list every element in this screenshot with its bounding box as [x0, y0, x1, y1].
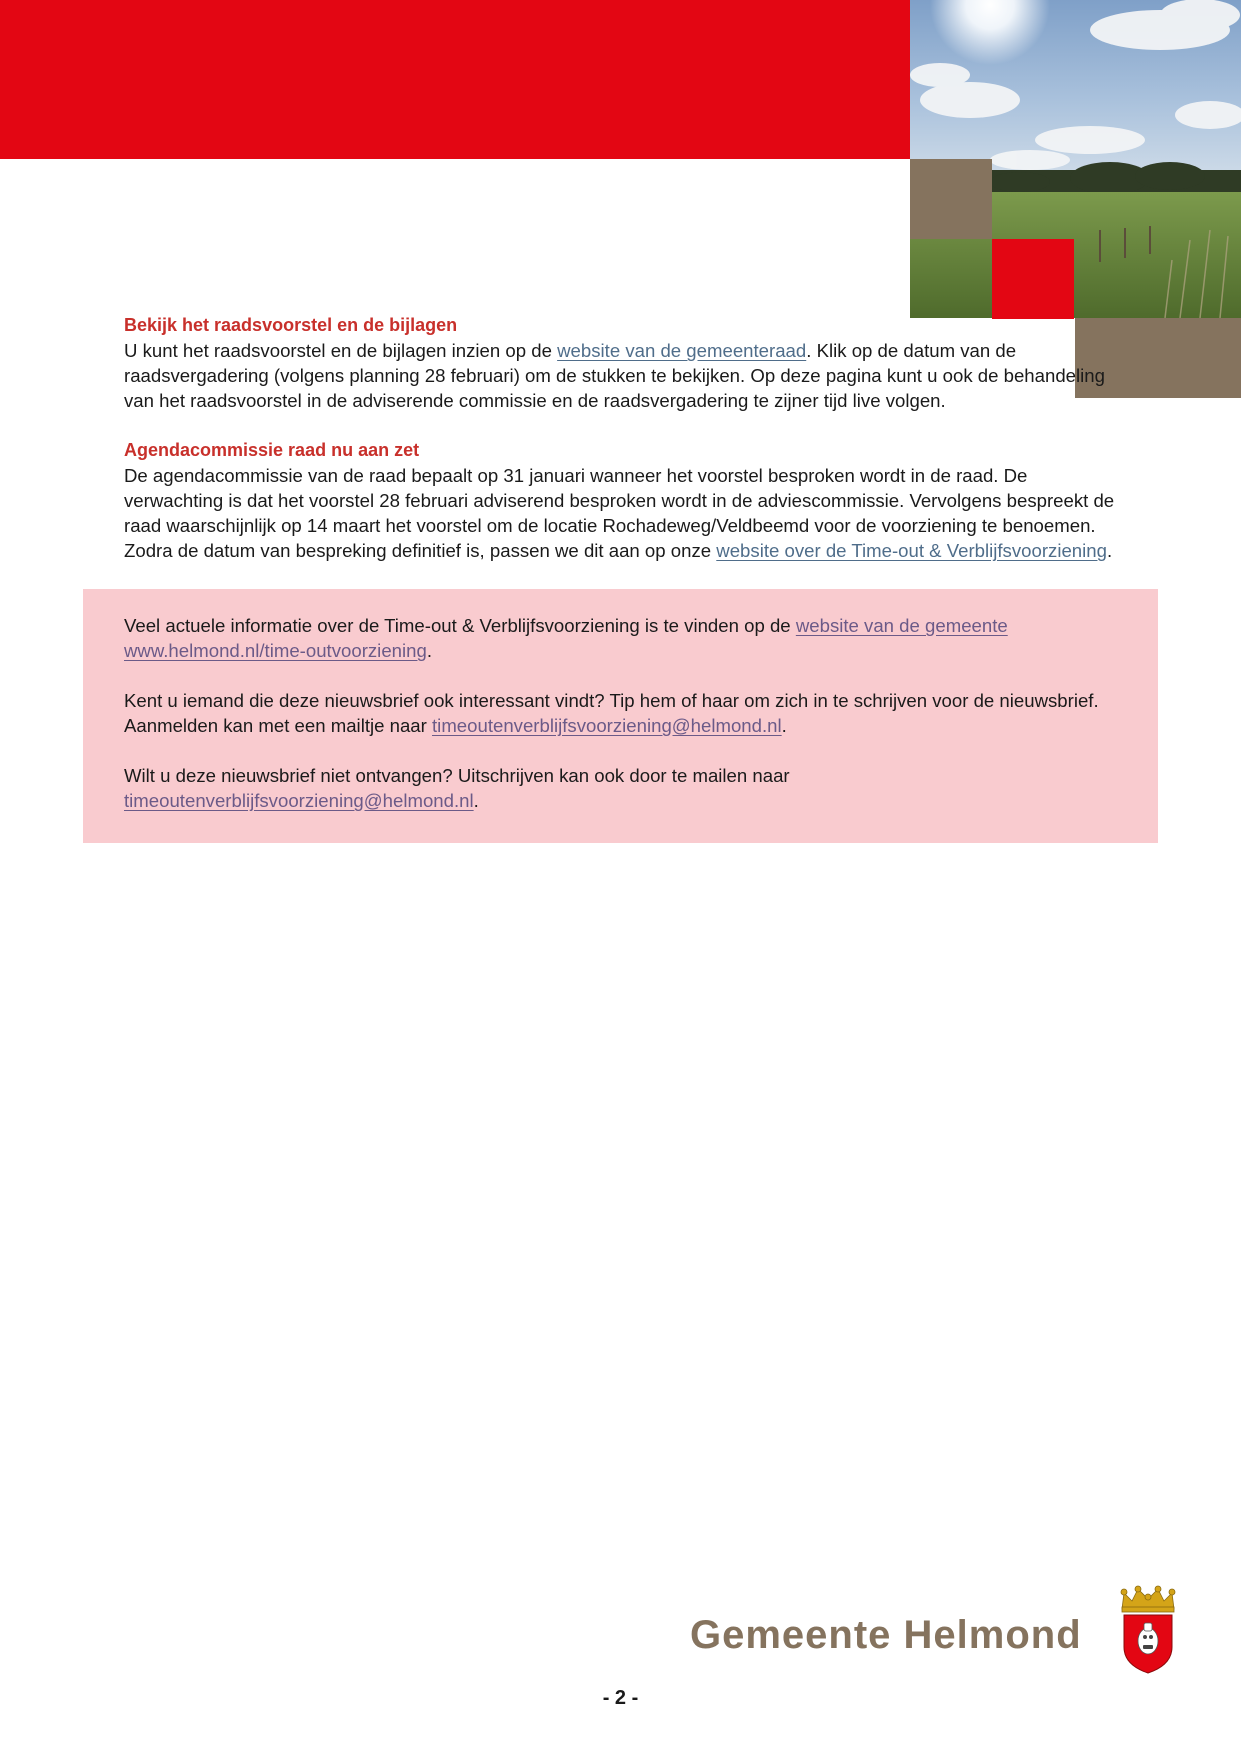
timeout-website-link[interactable]: website over de Time-out & Verblijfsvoorziening [716, 540, 1107, 561]
decorative-brown-square-1 [910, 159, 992, 239]
header-red-band [0, 0, 910, 159]
section-raadsvoorstel [124, 313, 1124, 413]
gemeenteraad-website-link[interactable]: website van de gemeenteraad [557, 340, 807, 361]
page-number: - 2 - [602, 1687, 639, 1709]
info-text: . [781, 715, 787, 736]
info-text: . [426, 640, 432, 661]
info-box [83, 589, 1158, 843]
gemeente-website-link[interactable]: website van de gemeente www.helmond.nl/time-outvoorziening [124, 615, 1008, 661]
info-box-content [124, 613, 1124, 813]
section-paragraph [124, 463, 1124, 563]
paragraph-text: . [1106, 540, 1113, 561]
info-paragraph [124, 613, 1124, 663]
info-text: . [473, 790, 479, 811]
unsubscribe-email-link[interactable]: timeoutenverblijfsvoorziening@helmond.nl [124, 790, 474, 811]
helmond-coat-of-arms-icon [1118, 1585, 1178, 1675]
info-text: Kent u iemand die deze nieuwsbrief ook interessant vindt? Tip hem of haar om zich in te schrijven voor de nieuwsbrief. Aanmelden kan met een mailtje naar [124, 690, 1099, 736]
info-text: Veel actuele informatie over de Time-out & Verblijfsvoorziening is te vinden op de [124, 615, 796, 636]
decorative-red-square [992, 239, 1074, 319]
footer-brand-name: Gemeente Helmond [690, 1613, 1082, 1657]
info-paragraph [124, 688, 1124, 738]
section-heading: Bekijk het raadsvoorstel en de bijlagen [124, 315, 458, 335]
subscribe-email-link[interactable]: timeoutenverblijfsvoorziening@helmond.nl [432, 715, 782, 736]
paragraph-text: U kunt het raadsvoorstel en de bijlagen inzien op de [124, 340, 558, 361]
paragraph-text: De agendacommissie van de raad bepaalt op 31 januari wanneer het voorstel besproken wordt in de raad. De verwachting is dat het voorstel 28 februari adviserend besproken wordt in de adviescommissie. Vervolgens bespreekt de raad waarschijnlijk op 14 maart het voorstel om de locatie Rochadeweg/Veldbeemd voor de voorziening te benoemen. Zodra de datum van bespreking definitief is, passen we dit aan op onze [124, 465, 1115, 561]
section-paragraph [124, 338, 1124, 413]
info-paragraph [124, 763, 1124, 813]
section-agendacommissie [124, 438, 1124, 563]
info-text: Wilt u deze nieuwsbrief niet ontvangen? Uitschrijven kan ook door te mailen naar [124, 765, 790, 786]
section-heading: Agendacommissie raad nu aan zet [124, 440, 420, 460]
paragraph-text: . Klik op de datum van de raadsvergadering (volgens planning 28 februari) om de stukken te bekijken. Op deze pagina kunt u ook de behandeling van het raadsvoorstel in de adviserende commissie en de raadsvergadering te zijner tijd live volgen. [124, 340, 1105, 411]
main-content [124, 313, 1124, 588]
